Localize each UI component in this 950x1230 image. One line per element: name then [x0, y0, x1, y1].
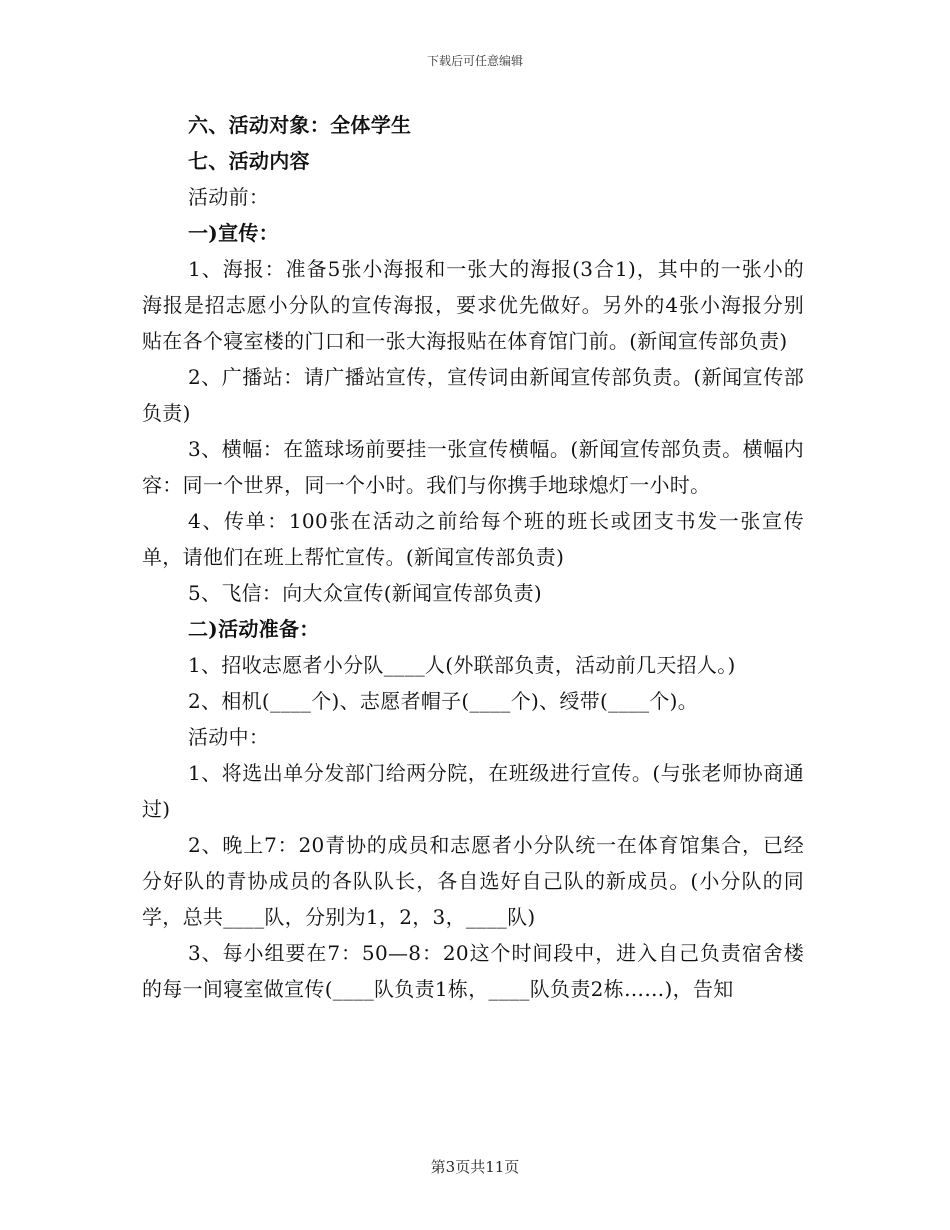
paragraph-assembly: 2、晚上7：20青协的成员和志愿者小分队统一在体育馆集合，已经分好队的青协成员的各队队长，各自选好自己队的新成员。(小分队的同学，总共____队，分别为1，2，3，____队): [142, 833, 804, 929]
subheading-during-event: 活动中：: [188, 725, 270, 749]
document-body: [142, 107, 804, 1007]
paragraph-flyers: 4、传单：100张在活动之前给每个班的班长或团支书发一张宣传单，请他们在班上帮忙宣传。(新闻宣传部负责): [142, 509, 804, 569]
page-header: 下载后可任意编辑: [426, 54, 523, 68]
subheading-publicity: 一)宣传：: [188, 221, 279, 245]
paragraph-banner: 3、横幅：在篮球场前要挂一张宣传横幅。(新闻宣传部负责。横幅内容：同一个世界，同一个小时。我们与你携手地球熄灯一小时。: [142, 437, 804, 497]
section-heading-audience: 六、活动对象：全体学生: [188, 113, 412, 137]
page-number: 第3页共11页: [430, 1158, 520, 1176]
paragraph-volunteers: 1、招收志愿者小分队____人(外联部负责，活动前几天招人。): [188, 653, 736, 677]
section-heading-content: 七、活动内容: [188, 149, 310, 173]
paragraph-fetion: 5、飞信：向大众宣传(新闻宣传部负责): [188, 581, 543, 605]
subheading-preparation: 二)活动准备：: [188, 617, 320, 641]
paragraph-distribution: 1、将选出单分发部门给两分院，在班级进行宣传。(与张老师协商通过): [142, 761, 804, 821]
paragraph-posters: 1、海报：准备5张小海报和一张大的海报(3合1)，其中的一张小的海报是招志愿小分队的宣传海报，要求优先做好。另外的4张小海报分别贴在各个寝室楼的门口和一张大海报贴在体育馆门前。(新闻宣传部负责): [142, 257, 804, 353]
paragraph-equipment: 2、相机(____个)、志愿者帽子(____个)、绶带(____个)。: [188, 689, 699, 713]
paragraph-dorm-visits: 3、每小组要在7：50—8：20这个时间段中，进入自己负责宿舍楼的每一间寝室做宣传(____队负责1栋，____队负责2栋……)，告知: [142, 941, 804, 1001]
subheading-before-event: 活动前：: [188, 185, 270, 209]
paragraph-broadcast: 2、广播站：请广播站宣传，宣传词由新闻宣传部负责。(新闻宣传部负责): [142, 365, 804, 425]
